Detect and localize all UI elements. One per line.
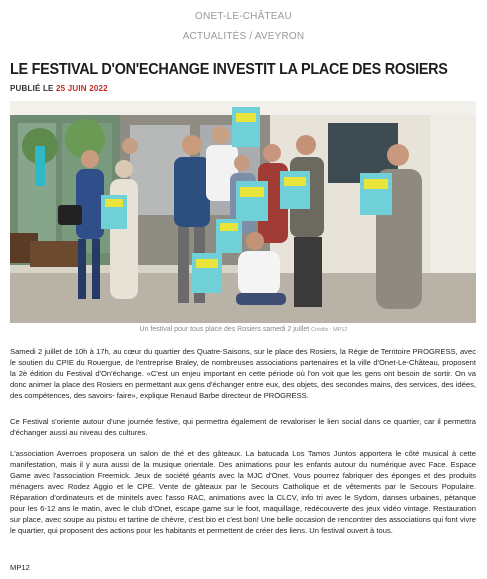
article-signature: MP12 [10, 563, 30, 572]
caption-text: Un festival pour tous place des Rosiers samedi 2 juillet [139, 326, 310, 333]
published-date: 25 JUIN 2022 [56, 84, 108, 93]
article-paragraph-1: Samedi 2 juillet de 10h à 17h, au cœur du quartier des Quatre-Saisons, sur le place des Rosiers, la Régie de Territoire PROGRESS, avec le soutien du CPIE du Rouergue, de l'entreprise Braley, de nombreuses associations partenaires et la ville d'Onet-Le-Château, proposent la 2è édition du Festival d'On'échange. «C'est un enjeu important en cette période où l'on voit que les gens ont besoin de sortir. On va donc animer la place des Rosiers en permettant aux gens d'échanger entre eux, des objets, des secondes mains, des services, des idées, des compétences, des savoirs- faire», explique Renaud Barbe directeur de PROGRESS. [10, 347, 476, 400]
article-paragraph-2: Ce Festival s'oriente autour d'une journée festive, qui permettra également de revaloriser le lien social dans ce quartier, car il permettra d'échanger aussi au niveau des cultures. [10, 417, 476, 437]
publish-info [10, 84, 108, 93]
photo-illustration [10, 101, 476, 323]
article-photo[interactable] [10, 101, 476, 323]
section-breadcrumb[interactable]: ACTUALITÉS / AVEYRON [182, 31, 305, 42]
published-label: PUBLIÉ LE [10, 84, 54, 93]
town-label[interactable]: ONET-LE-CHÂTEAU [195, 11, 292, 22]
photo-credit: Crédits : MP12 [311, 327, 348, 333]
photo-caption [0, 326, 487, 333]
article-paragraph-3: L'association Averroes proposera un salon de thé et des gâteaux. La batucada Los Tamos Juntos apportera le côté musical à cette manifestation, mais il y aura aussi de la musique orientale. Des animations pour les enfants autour du numérique avec Face. Espace Game avec l'association Freemick. Jeux de société géants avec la MJC d'Onet. Vous pourrez fabriquer des éponges et des produits ménagers avec Rodez Aggio et le CPE. Vente de gâteaux par le Secours Catholique et de vêtements par le Secours Populaire. Réparation d'ordinateurs et de minitels avec l'asso RAC, animations avec la CLCV, info tri avec le Sydom, danses urbaines, pétanque pour les 6-12 ans le matin, avec le club d'Onet, escape game sur le foot, maquillage, redécouverte des jeux vidéo vintage. Restauration sur place, avec soupe au pistou et tartine de chèvre, c'est bio et c'est bon! Une belle occasion de rencontrer des associations qui font vivre le quartier, qui proposent des actions pour les habitants et permettent de créer des liens. Un festival ouvert à tous. [10, 449, 476, 535]
article-headline: LE FESTIVAL D'ON'ECHANGE INVESTIT LA PLACE DES ROSIERS [10, 61, 448, 78]
